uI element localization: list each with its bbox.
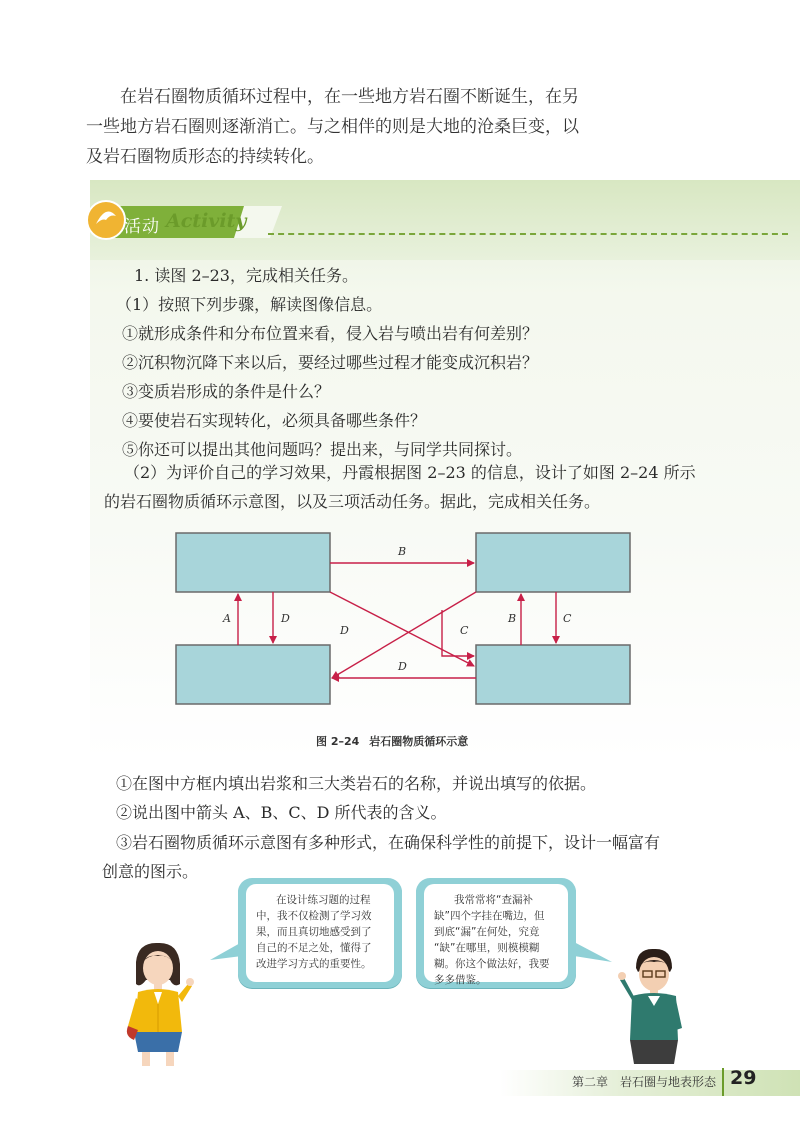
- intro-line: 一些地方岩石圈则逐渐消亡。与之相伴的则是大地的沧桑巨变，以: [86, 117, 579, 137]
- rock-cycle-diagram: [170, 528, 640, 718]
- speech-bubble-right-tail: [572, 940, 614, 964]
- arrow-label: D: [340, 624, 349, 637]
- bubble-line: 缺”四个字挂在嘴边，但: [434, 910, 545, 922]
- chapter-title: 第二章 岩石圈与地表形态: [572, 1075, 717, 1089]
- intro-line: 在岩石圈物质循环过程中，在一些地方岩石圈不断诞生，在另: [120, 87, 579, 107]
- step-item: ②沉积物沉降下来以后，要经过哪些过程才能变成沉积岩？: [122, 353, 539, 372]
- student-girl-illustration: [118, 940, 198, 1066]
- activity-label: 活动: [124, 217, 160, 237]
- step-item: ③变质岩形成的条件是什么？: [122, 382, 331, 401]
- footer-separator: [722, 1068, 724, 1096]
- box-bottom-right[interactable]: [476, 645, 630, 704]
- activity-label-en: Activity: [166, 210, 247, 232]
- bubble-line: 改进学习方式的重要性。: [256, 958, 372, 970]
- box-bottom-left[interactable]: [176, 645, 330, 704]
- arrow-label: B: [398, 545, 407, 558]
- box-top-left[interactable]: [176, 533, 330, 592]
- bubble-line: 我常常将“查漏补: [454, 894, 533, 906]
- step-item: ①就形成条件和分布位置来看，侵入岩与喷出岩有何差别？: [122, 324, 539, 343]
- arrow-c-elbow: [442, 610, 474, 656]
- box-top-right[interactable]: [476, 533, 630, 592]
- arrow-label: D: [281, 612, 290, 625]
- figure-caption: [316, 733, 478, 749]
- bubble-line: 到底“漏”在何处，究竟: [434, 926, 540, 938]
- bubble-line: 糊。你这个做法好，我要: [434, 958, 550, 970]
- student-boy-illustration: [616, 944, 690, 1064]
- step-item: ④要使岩石实现转化，必须具备哪些条件？: [122, 411, 427, 430]
- page-number: 29: [730, 1067, 757, 1089]
- task-item: ①在图中方框内填出岩浆和三大类岩石的名称，并说出填写的依据。: [116, 774, 597, 793]
- arrow-label: D: [398, 660, 407, 673]
- task-item: [102, 828, 722, 886]
- intro-line: 及岩石圈物质形态的持续转化。: [86, 147, 324, 167]
- arrow-label: B: [508, 612, 517, 625]
- bubble-line: 自己的不足之处，懂得了: [256, 942, 372, 954]
- bubble-line: 果，而且真切地感受到了: [256, 926, 372, 938]
- activity-divider: [268, 233, 788, 235]
- bubble-line: 在设计练习题的过程: [276, 894, 371, 906]
- arrow-label: A: [223, 612, 231, 625]
- figure-title: 岩石圈物质循环示意: [369, 735, 469, 748]
- speech-bubble-left-text: [246, 884, 394, 982]
- figure-number: 图 2–24: [316, 735, 360, 748]
- speech-bubble-right-text: [424, 884, 568, 986]
- question-1-1: （1）按照下列步骤，解读图像信息。: [116, 295, 383, 314]
- question-1-2: [104, 458, 704, 516]
- bubble-line: “缺”在哪里，则模模糊: [434, 942, 540, 954]
- arrow-c-cross: [330, 592, 474, 666]
- bubble-line: 中，我不仅检测了学习效: [256, 910, 372, 922]
- bubble-line: 多多借鉴。: [434, 974, 487, 986]
- intro-paragraph: [86, 82, 586, 172]
- question-1-2-line: 的岩石圈物质循环示意图，以及三项活动任务。据此，完成相关任务。: [104, 492, 601, 511]
- speech-bubble-left-tail: [208, 940, 244, 964]
- task-item: ②说出图中箭头 A、B、C、D 所代表的含义。: [116, 803, 447, 822]
- question-1: 1. 读图 2–23，完成相关任务。: [134, 266, 358, 285]
- task-line: 创意的图示。: [102, 862, 199, 881]
- arrow-label: C: [460, 624, 469, 637]
- question-1-2-line: （2）为评价自己的学习效果，丹霞根据图 2–23 的信息，设计了如图 2–24 所示: [124, 463, 696, 482]
- task-line: ③岩石圈物质循环示意图有多种形式，在确保科学性的前提下，设计一幅富有: [116, 833, 661, 852]
- step-item: ⑤你还可以提出其他问题吗？提出来，与同学共同探讨。: [122, 440, 523, 459]
- arrow-label: C: [563, 612, 572, 625]
